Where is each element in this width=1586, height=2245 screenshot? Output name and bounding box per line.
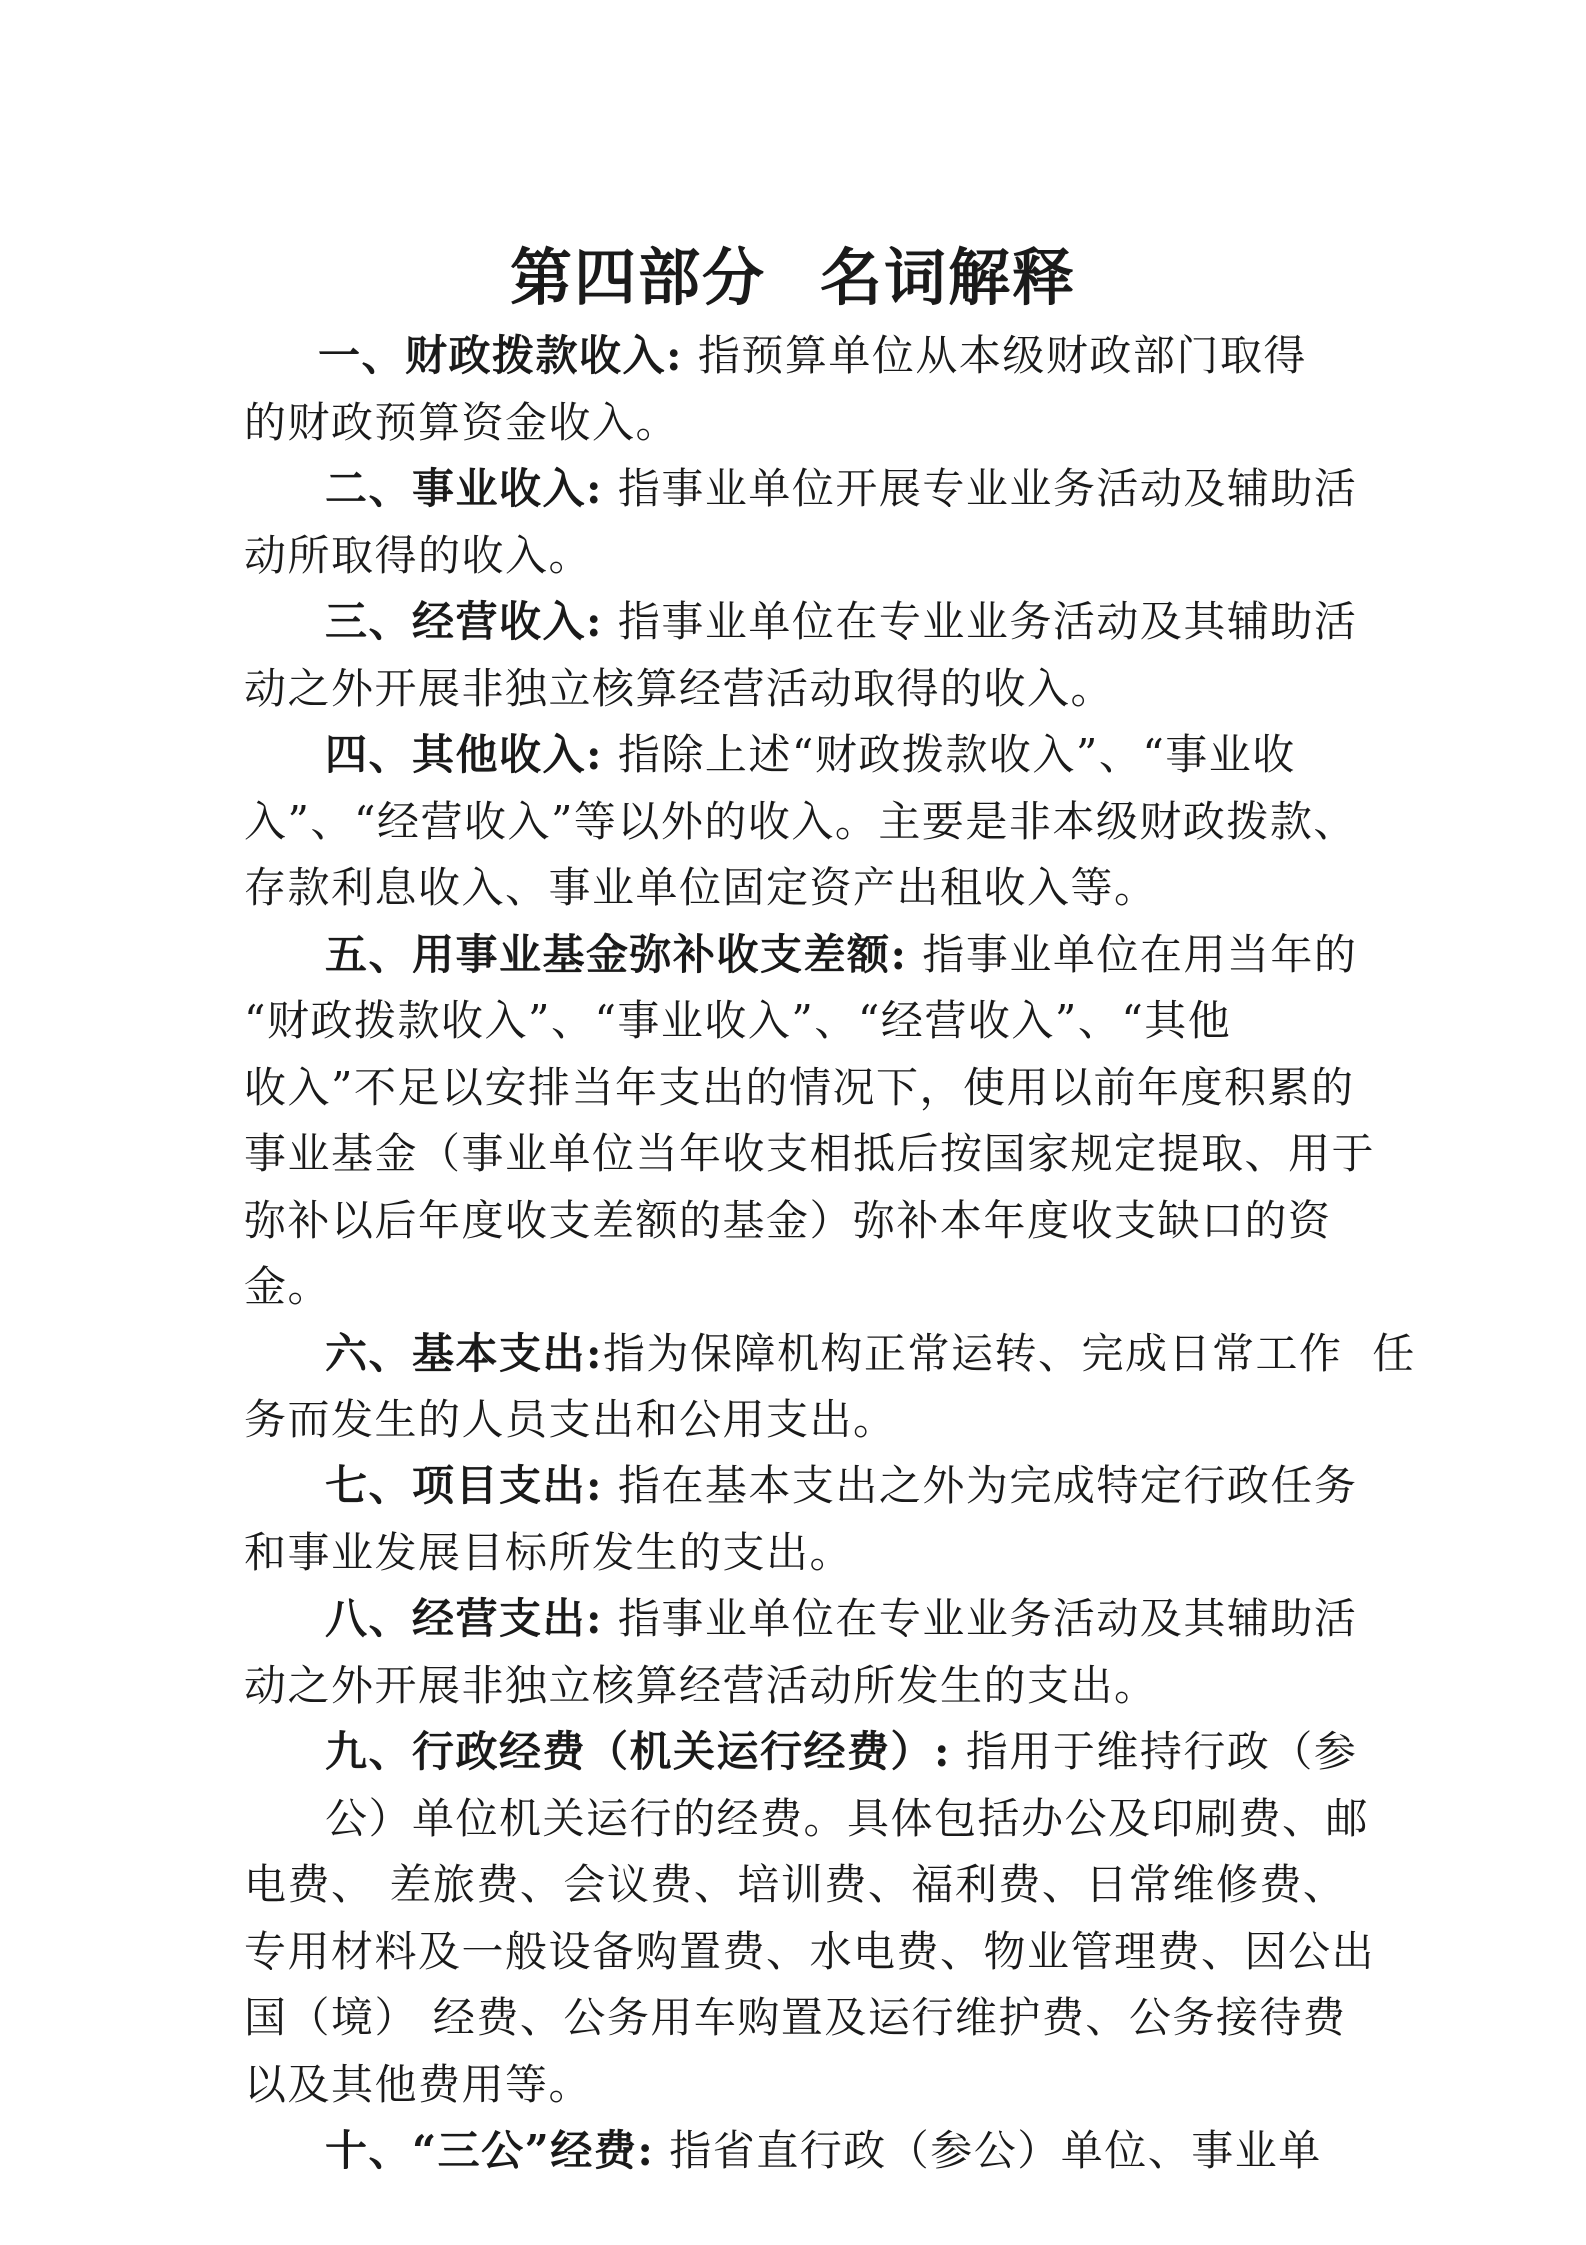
definition-line: 存款利息收入、事业单位固定资产出租收入等。 xyxy=(244,863,1158,912)
definition-text: 指为保障机构正常运转、完成日常工作 任 xyxy=(603,1329,1416,1378)
definition-line xyxy=(325,2123,1322,2179)
definition-text: 指除上述“财政拨款收入”、“事业收 xyxy=(617,730,1296,779)
definition-term: 六、基本支出: xyxy=(325,1329,604,1378)
definition-line: 金。 xyxy=(244,1262,332,1311)
definition-term: 四、其他收入: xyxy=(325,730,604,779)
definition-term: 一、财政拨款收入: xyxy=(318,331,684,380)
definition-line: 动所取得的收入。 xyxy=(244,531,593,580)
definition-line xyxy=(325,461,1357,517)
definition-text: 指在基本支出之外为完成特定行政任务 xyxy=(617,1461,1358,1510)
definition-term: 九、行政经费（机关运行经费）: xyxy=(325,1727,952,1776)
definition-text: 指事业单位在专业业务活动及其辅助活 xyxy=(617,1594,1358,1643)
definition-text: 指事业单位开展专业业务活动及辅助活 xyxy=(617,464,1358,513)
title-name: 名词解释 xyxy=(820,241,1077,314)
definition-line xyxy=(325,594,1357,650)
definition-line: 公）单位机关运行的经费。具体包括办公及印刷费、邮 xyxy=(325,1794,1370,1843)
definition-line: 收入”不足以安排当年支出的情况下，使用以前年度积累的 xyxy=(244,1063,1355,1112)
page-title xyxy=(0,238,1586,318)
title-part: 第四部分 xyxy=(509,241,766,314)
definition-term: 七、项目支出: xyxy=(325,1461,604,1510)
definition-term: 十、“三公”经费: xyxy=(325,2126,655,2175)
definition-text: 指事业单位在专业业务活动及其辅助活 xyxy=(617,597,1358,646)
definition-line xyxy=(318,328,1307,384)
definition-line: 务而发生的人员支出和公用支出。 xyxy=(244,1395,897,1444)
definition-line xyxy=(325,1458,1357,1514)
definition-line xyxy=(325,927,1357,983)
definition-line: 和事业发展目标所发生的支出。 xyxy=(244,1528,854,1577)
definition-term: 五、用事业基金弥补收支差额: xyxy=(325,930,908,979)
definition-line: 入”、“经营收入”等以外的收入。主要是非本级财政拨款、 xyxy=(244,797,1357,846)
definition-line xyxy=(325,1724,1357,1780)
definition-term: 八、经营支出: xyxy=(325,1594,604,1643)
definition-line xyxy=(325,1326,1416,1382)
definition-line: 国（境） 经费、公务用车购置及运行维护费、公务接待费 xyxy=(244,1993,1347,2042)
definition-text: 指用于维持行政（参 xyxy=(965,1727,1358,1776)
definition-text: 指事业单位在用当年的 xyxy=(922,930,1358,979)
definition-line xyxy=(325,727,1296,783)
definition-line: 弥补以后年度收支差额的基金）弥补本年度收支缺口的资 xyxy=(244,1196,1332,1245)
definition-line: 动之外开展非独立核算经营活动所发生的支出。 xyxy=(244,1661,1158,1710)
definition-line: 动之外开展非独立核算经营活动取得的收入。 xyxy=(244,664,1115,713)
definition-line: 的财政预算资金收入。 xyxy=(244,398,680,447)
definition-line: 专用材料及一般设备购置费、水电费、物业管理费、因公出 xyxy=(244,1927,1376,1976)
definition-text: 指预算单位从本级财政部门取得 xyxy=(697,331,1307,380)
definition-line: “财政拨款收入”、“事业收入”、“经营收入”、“其他 xyxy=(244,996,1232,1045)
definition-term: 三、经营收入: xyxy=(325,597,604,646)
definition-line: 事业基金（事业单位当年收支相抵后按国家规定提取、用于 xyxy=(244,1129,1376,1178)
definition-line: 电费、 差旅费、会议费、培训费、福利费、日常维修费、 xyxy=(244,1860,1347,1909)
definition-line xyxy=(325,1591,1357,1647)
definition-term: 二、事业收入: xyxy=(325,464,604,513)
definition-line: 以及其他费用等。 xyxy=(244,2060,593,2109)
definition-text: 指省直行政（参公）单位、事业单 xyxy=(669,2126,1322,2175)
